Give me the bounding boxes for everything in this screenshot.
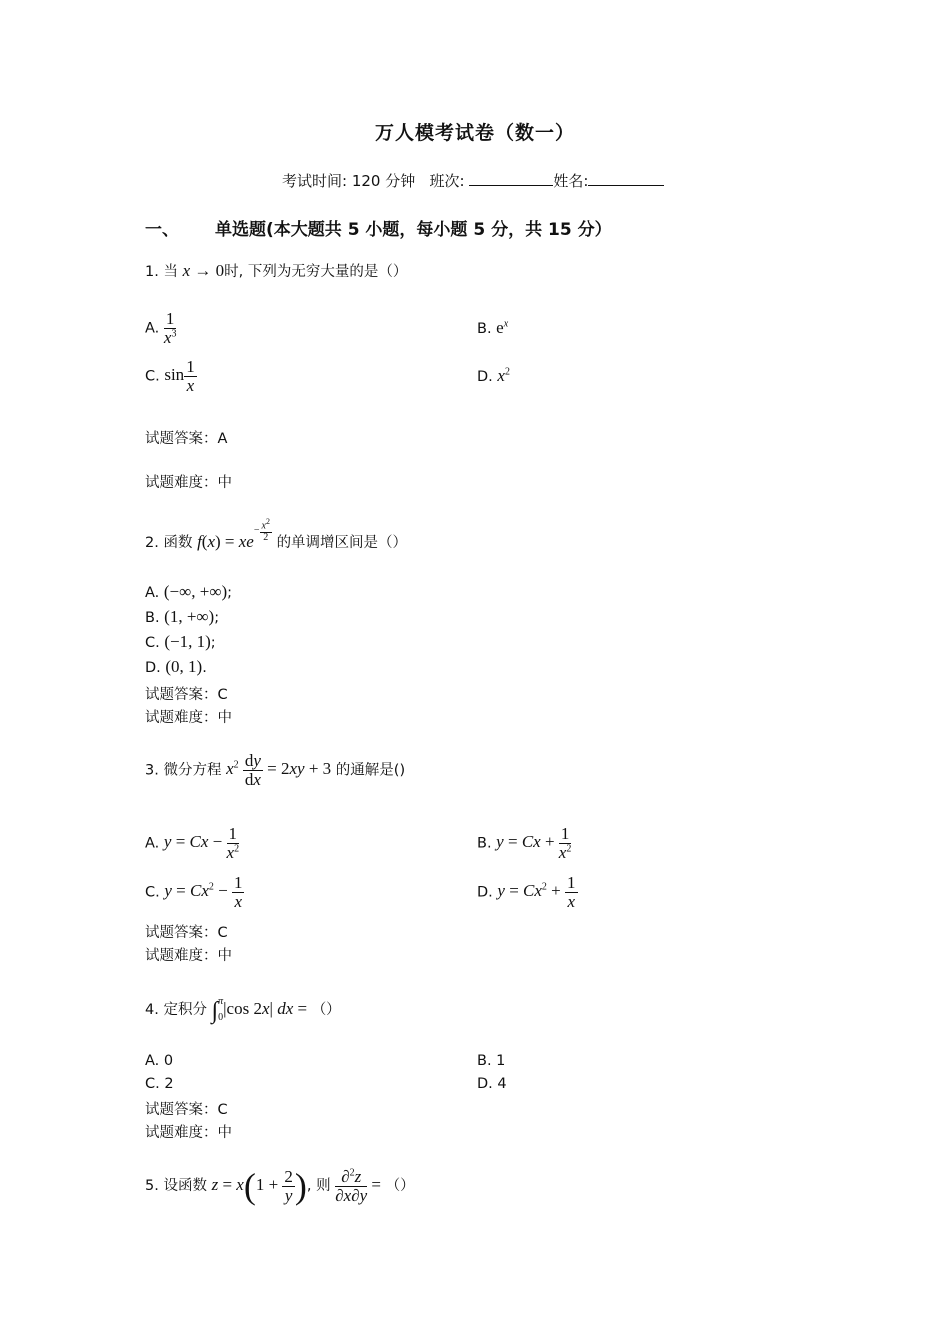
class-blank[interactable] — [469, 185, 553, 186]
question-1-suffix: 时, 下列为无穷大量的是（） — [224, 264, 408, 280]
question-4 — [145, 994, 341, 1026]
option-c-formula: sin $\frac{1}{x}$ — [164, 357, 195, 395]
question-3-difficulty: 试题难度：中 — [145, 948, 232, 964]
section-title: 单选题(本大题共 5 小题，每小题 5 分，共 15 分） — [215, 220, 612, 240]
question-5 — [145, 1165, 415, 1207]
section-number: 一、 — [145, 220, 179, 240]
question-5-prefix: 5. 设函数 — [145, 1177, 207, 1194]
question-1-prefix: 1. 当 — [145, 264, 178, 280]
question-3-option-d[interactable]: D. $y = Cx^2$ + $\frac{1}{x}$ — [477, 873, 576, 911]
exam-time-label: 考试时间: 120 分钟 — [282, 172, 416, 190]
question-2 — [145, 518, 407, 552]
question-2-difficulty: 试题难度：中 — [145, 710, 232, 726]
question-4-suffix: （） — [311, 1001, 341, 1018]
question-4-difficulty: 试题难度：中 — [145, 1125, 232, 1141]
question-4-formula: ∫ π 0 |cos 2x| dx = — [211, 996, 308, 1024]
question-1-option-b[interactable]: B. $e^x$ — [477, 318, 509, 337]
question-2-option-c[interactable]: C. (−1, 1); — [145, 632, 216, 651]
question-2-option-b[interactable]: B. (1, +∞); — [145, 607, 220, 626]
question-2-prefix: 2. 函数 — [145, 534, 193, 551]
question-3-suffix: 的通解是() — [335, 762, 406, 779]
question-1-option-c[interactable]: C. sin $\frac{1}{x}$ — [145, 357, 195, 395]
question-5-formula: z = x(1 + $\frac{2}{y}$ ) — [211, 1166, 307, 1206]
question-3-option-b[interactable]: B. y = Cx + $\frac{1}{x^2}$ — [477, 824, 572, 862]
question-3-option-c[interactable]: C. $y = Cx^2$ − $\frac{1}{x}$ — [145, 873, 243, 911]
question-1 — [145, 260, 407, 281]
question-2-suffix: 的单调增区间是（） — [276, 534, 408, 551]
question-4-option-a[interactable]: A. 0 — [145, 1053, 174, 1069]
question-3-answer: 试题答案：C — [145, 925, 228, 941]
question-5-mid: , 则 — [306, 1177, 331, 1194]
question-1-formula: x → 0 — [182, 261, 225, 280]
section-heading — [145, 215, 612, 240]
question-1-option-d[interactable]: D. $x^2$ — [477, 366, 510, 385]
question-3-formula: $x^2$ $\frac{dy}{dx}$ = 2xy + 3 — [226, 751, 332, 789]
option-a-formula: $\frac{1}{x^3}$ — [163, 309, 177, 347]
question-2-answer: 试题答案：C — [145, 687, 228, 703]
question-4-option-d[interactable]: D. 4 — [477, 1076, 507, 1092]
name-label: 姓名: — [553, 172, 589, 190]
name-blank[interactable] — [588, 185, 664, 186]
exam-info-line — [282, 170, 664, 191]
question-4-option-b[interactable]: B. 1 — [477, 1053, 506, 1069]
question-3-prefix: 3. 微分方程 — [145, 762, 222, 779]
class-label: 班次: — [429, 172, 465, 190]
question-4-option-c[interactable]: C. 2 — [145, 1076, 174, 1092]
question-4-answer: 试题答案：C — [145, 1102, 228, 1118]
option-b-formula: $e^x$ — [496, 318, 509, 337]
question-1-option-a[interactable]: A. $\frac{1}{x^3}$ — [145, 309, 177, 347]
question-2-formula: f(x) = xe− $\frac{x^2}{2}$ — [197, 517, 270, 551]
option-d-formula: $x^2$ — [497, 366, 510, 385]
question-4-prefix: 4. 定积分 — [145, 1001, 207, 1018]
page-title: 万人模考试卷（数一） — [374, 122, 575, 144]
question-5-suffix: （） — [385, 1177, 415, 1194]
question-2-option-d[interactable]: D. (0, 1). — [145, 657, 207, 676]
question-3 — [145, 752, 405, 789]
question-1-difficulty: 试题难度：中 — [145, 475, 232, 491]
question-3-option-a[interactable]: A. y = Cx − $\frac{1}{x^2}$ — [145, 824, 240, 862]
question-5-derivative: $\frac{\partial^2z}{\partial x\partial y}$ = — [335, 1166, 381, 1205]
question-1-answer: 试题答案：A — [145, 431, 228, 447]
question-2-option-a[interactable]: A. (−∞, +∞); — [145, 582, 233, 601]
